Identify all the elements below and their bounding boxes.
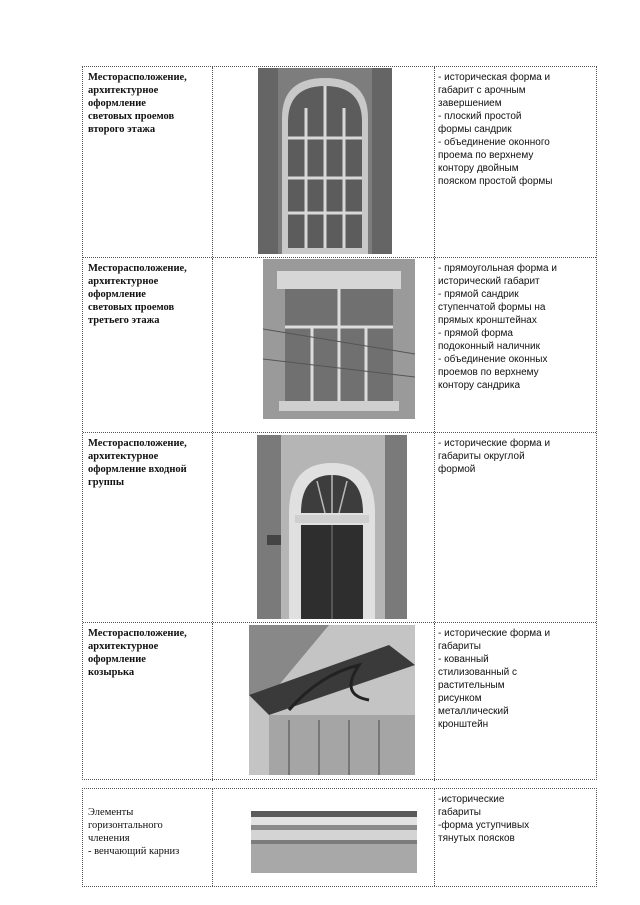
photo-cell bbox=[213, 67, 435, 257]
row-label: Месторасположение, архитектурное оформление входной группы bbox=[83, 433, 213, 622]
horizontal-elements-table bbox=[82, 788, 597, 887]
table-row-cornice bbox=[83, 789, 596, 886]
photo-cell bbox=[213, 789, 435, 886]
row-description: - исторические форма и габариты - кованный стилизованный с растительным рисунком металлический кронштейн bbox=[438, 628, 551, 730]
canopy-photo bbox=[249, 625, 415, 775]
entrance-door-photo bbox=[257, 435, 407, 619]
photo-cell bbox=[213, 623, 435, 781]
row-label bbox=[83, 789, 213, 886]
row-label-title: Элементы горизонтального членения bbox=[88, 807, 163, 844]
table-row-canopy bbox=[83, 623, 596, 781]
row-description: - прямоугольная форма и исторический габарит - прямой сандрик ступенчатой формы на прямых кронштейнах - прямой форма подоконный наличник - объединение оконных проемов по верхнему контору сандрика bbox=[438, 263, 557, 391]
cornice-photo bbox=[251, 811, 417, 873]
row-label: Месторасположение, архитектурное оформление световых проемов третьего этажа bbox=[83, 258, 213, 432]
row-label-sub: - венчающий карниз bbox=[88, 846, 180, 857]
photo-cell bbox=[213, 258, 435, 432]
row-description: -исторические габариты -форма уступчивых тянутых поясков bbox=[438, 794, 530, 844]
row-label: Месторасположение, архитектурное оформление козырька bbox=[83, 623, 213, 781]
photo-cell bbox=[213, 433, 435, 622]
table-row-second-floor-windows bbox=[83, 67, 596, 258]
row-label: Месторасположение, архитектурное оформление световых проемов второго этажа bbox=[83, 67, 213, 257]
features-table bbox=[82, 66, 597, 780]
row-description: - исторические форма и габариты округлой формой bbox=[438, 438, 551, 475]
rectangular-window-photo bbox=[263, 259, 415, 419]
table-row-entrance bbox=[83, 433, 596, 623]
arched-window-photo bbox=[258, 68, 392, 254]
row-description: - историческая форма и габарит с арочным завершением - плоский простой формы сандрик - объединение оконного проема по верхнему контору двойным пояском простой формы bbox=[438, 72, 553, 187]
table-row-third-floor-windows bbox=[83, 258, 596, 433]
